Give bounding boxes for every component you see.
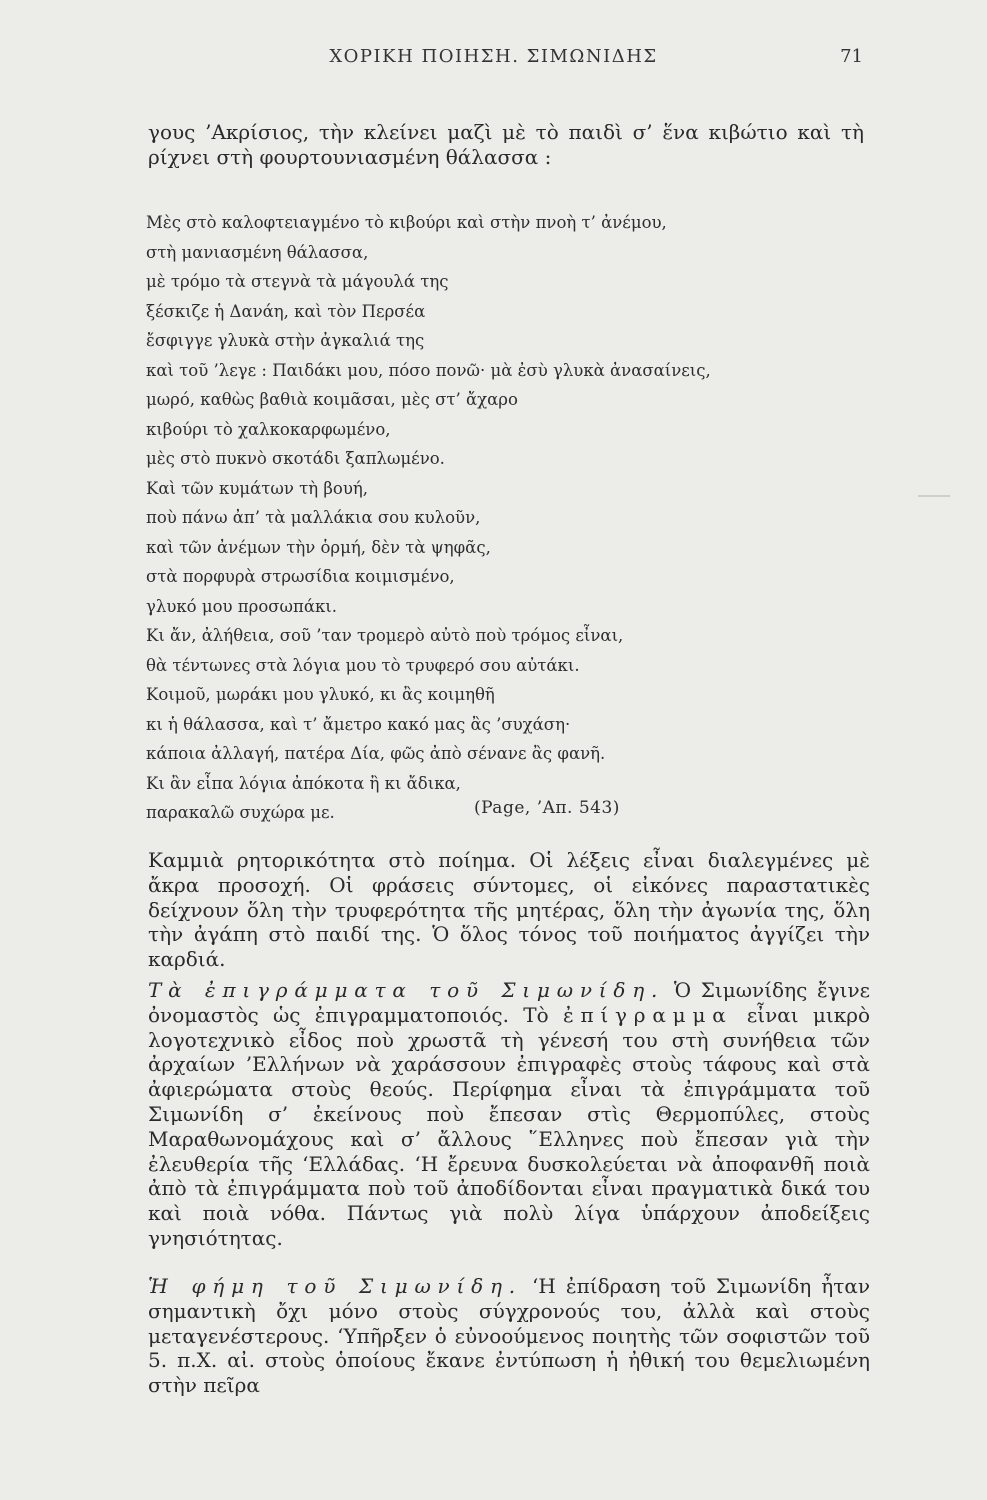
poem-line: μωρό, καθὼς βαθιὰ κοιμᾶσαι, μὲς στ’ ἄχαρο — [146, 390, 518, 409]
poem-line: μὲς στὸ πυκνὸ σκοτάδι ξαπλωμένο. — [146, 449, 445, 468]
commentary-paragraph: Καμμιὰ ρητορικότητα στὸ ποίημα. Οἱ λέξεις εἶναι διαλεγμένες μὲ ἄκρα προσοχή. Οἱ φράσεις σύντομες, οἱ εἰκόνες παραστατικὲς δείχνουν ὅλη τὴν τρυφερότητα τῆς μητέρας, ὅλη τὴν ἀγωνία της, ὅλη τὴν ἀγάπη στὸ παιδί της. Ὁ ὅλος τόνος τοῦ ποιήματος ἀγγίζει τὴν καρδιά. — [148, 848, 870, 972]
margin-mark — [918, 495, 950, 497]
poem-line: ξέσκιζε ἡ Δανάη, καὶ τὸν Περσέα — [146, 301, 426, 321]
poem-line: ποὺ πάνω ἀπ’ τὰ μαλλάκια σου κυλοῦν, — [146, 508, 481, 527]
poem-line: κάποια ἀλλαγή, πατέρα Δία, φῶς ἀπὸ σένανε ἂς φανῆ. — [146, 744, 606, 763]
poem-line: Μὲς στὸ καλοφτειαγμένο τὸ κιβούρι καὶ στὴν πνοὴ τ’ ἀνέμου, — [146, 213, 667, 232]
poem-line: καὶ τῶν ἀνέμων τὴν ὁρμή, δὲν τὰ ψηφᾶς, — [146, 537, 491, 557]
poem-line: Κι ἂν εἶπα λόγια ἀπόκοτα ἢ κι ἄδικα, — [146, 773, 461, 793]
intro-paragraph: γους ’Ακρίσιος, τὴν κλείνει μαζὶ μὲ τὸ παιδὶ σ’ ἕνα κιβώτιο καὶ τὴ ρίχνει στὴ φουρτουνιασμένη θάλασσα : — [148, 120, 864, 169]
poem-line: κιβούρι τὸ χαλκοκαρφωμένο, — [146, 419, 391, 439]
paragraph-text: Ὁ Σιμωνίδης ἔγινε ὀνομαστὸς ὡς ἐπιγραμματοποιός. Τὸ — [148, 978, 870, 1027]
page-number: 71 — [840, 46, 863, 67]
poem-line: Κι ἄν, ἀλήθεια, σοῦ ’ταν τρομερὸ αὐτὸ ποὺ τρόμος εἶναι, — [146, 626, 624, 645]
poem-line: Κοιμοῦ, μωράκι μου γλυκό, κι ἂς κοιμηθῆ — [146, 685, 495, 704]
paragraph-text: εἶναι μικρὸ λογοτεχνικὸ εἶδος ποὺ χρωστᾶ τὴ γένεσή του στὴ συνήθεια τῶν ἀρχαίων ’Ελλήνων νὰ χαράσσουν ἐπιγραφὲς στοὺς τάφους καὶ στὰ ἀφιερώματα στοὺς θεούς. Περίφημα εἶναι τὰ ἐπιγράμματα τοῦ Σιμωνίδη σ’ ἐκείνους ποὺ ἔπεσαν στὶς Θερμοπύλες, στοὺς Μαραθωνομάχους καὶ σ’ ἄλλους ῞Ελληνες ποὺ ἔπεσαν γιὰ τὴν ἐλευθερία τῆς ‘Ελλάδας. ‘Η ἔρευνα δυσκολεύεται νὰ ἀποφανθῆ ποιὰ ἀπὸ τὰ ἐπιγράμματα ποὺ τοῦ ἀποδίδονται εἶναι πραγματικὰ δικά του καὶ ποιὰ νόθα. Πάντως γιὰ πολὺ λίγα ὑπάρχουν ἀποδείξεις γνησιότητας. — [148, 1002, 871, 1250]
poem-line: γλυκό μου προσωπάκι. — [146, 596, 337, 616]
paragraph-text: ‘Η ἐπίδραση τοῦ Σιμωνίδη ἦταν σημαντικὴ ὄχι μόνο στοὺς σύγχρονούς του, ἀλλὰ καὶ στοὺς μεταγενέστερους. ‘Υπῆρξεν ὁ εὐνοούμενος ποιητὴς τῶν σοφιστῶν τοῦ 5. π.Χ. αἰ. στοὺς ὁποίους ἔκανε ἐντύπωση ἡ ἠθική του θεμελιωμένη στὴν πεῖρα — [148, 1274, 870, 1398]
poem-line: στὰ πορφυρὰ στρωσίδια κοιμισμένο, — [146, 567, 455, 586]
poem-line: θὰ τέντωνες στὰ λόγια μου τὸ τρυφερό σου αὐτάκι. — [146, 655, 580, 675]
fame-paragraph — [148, 1274, 870, 1398]
page-header — [0, 46, 987, 76]
poem-block — [146, 208, 726, 828]
term-epigram: ἐπίγραμμα — [562, 1002, 733, 1027]
epigrams-paragraph — [148, 978, 870, 1251]
poem-line: Καὶ τῶν κυμάτων τὴ βουή, — [146, 478, 369, 498]
poem-line: καὶ τοῦ ’λεγε : Παιδάκι μου, πόσο πονῶ· μὰ ἐσὺ γλυκὰ ἀνασαίνεις, — [146, 360, 711, 380]
poem-line: μὲ τρόμο τὰ στεγνὰ τὰ μάγουλά της — [146, 272, 449, 291]
section-heading-epigrams: Τὰ ἐπιγράμματα τοῦ Σιμωνίδη. — [148, 978, 665, 1002]
poem-line: ἔσφιγγε γλυκὰ στὴν ἀγκαλιά της — [146, 331, 425, 350]
section-heading-fame: Ἡ φήμη τοῦ Σιμωνίδη. — [148, 1274, 522, 1298]
poem-citation: (Page, ’Απ. 543) — [474, 798, 620, 818]
poem-line: κι ἡ θάλασσα, καὶ τ’ ἄμετρο κακό μας ἂς ’συχάση· — [146, 714, 571, 734]
poem-line: παρακαλῶ συχώρα με. — [146, 803, 335, 822]
poem-line: στὴ μανιασμένη θάλασσα, — [146, 242, 369, 262]
running-head: ΧΟΡΙΚΗ ΠΟΙΗΣΗ. ΣΙΜΩΝΙΔΗΣ — [329, 46, 658, 67]
